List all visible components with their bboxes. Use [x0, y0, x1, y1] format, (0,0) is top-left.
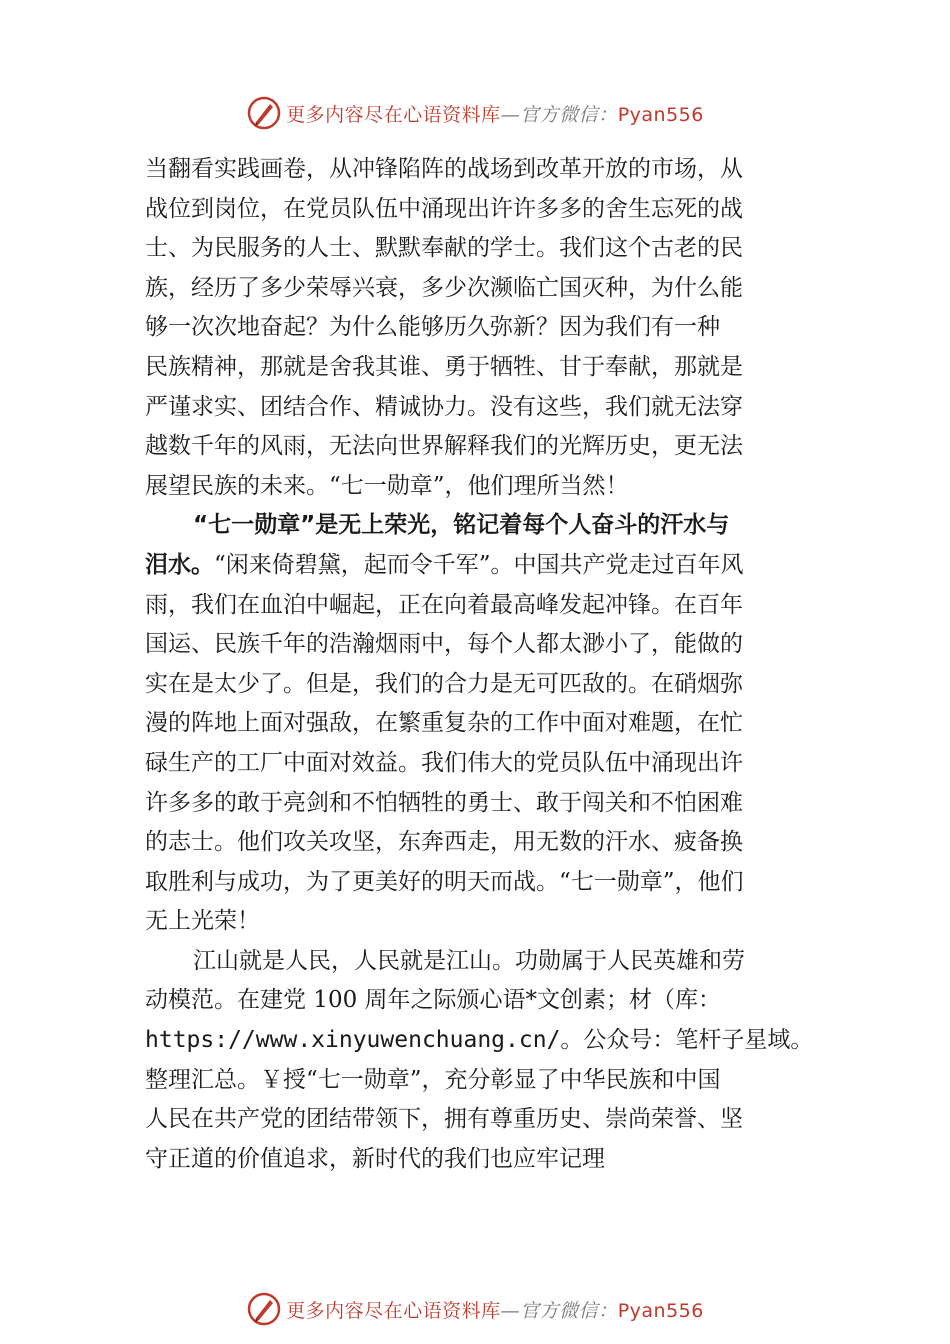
p2-text-line: 取胜利与成功，为了更美好的明天而战。“七一勋章”，他们	[145, 868, 744, 895]
footer-banner-text	[286, 1296, 704, 1323]
paragraph-3-line-1: 江山就是人民，人民就是江山。功勋属于人民英雄和劳	[193, 947, 745, 974]
p1-text-line: 越数千年的风雨，无法向世界解释我们的光辉历史，更无法	[145, 433, 743, 460]
p1-text-line: 族，经历了多少荣辱兴衰，多少次濒临亡国灭种，为什么能	[145, 274, 743, 301]
p2-text-line: 漫的阵地上面对强敌，在繁重复杂的工作中面对难题，在忙	[145, 710, 743, 737]
footer-wechat-id: Pyan556	[617, 1299, 704, 1322]
paragraph-2	[145, 506, 807, 942]
paragraph-2-heading-end: 泪水。	[145, 551, 214, 578]
pen-logo-icon	[246, 95, 282, 131]
footer-banner	[0, 1289, 950, 1329]
p2-text-line: 国运、民族千年的浩瀚烟雨中，每个人都太渺小了，能做的	[145, 631, 743, 658]
header-banner	[0, 93, 950, 133]
paragraph-3-line-2: 动模范。在建党 100 周年之际颁心语*文创素；材（库：	[145, 987, 722, 1014]
header-banner-text	[286, 100, 704, 127]
p3-text-line: 守正道的价值追求，新时代的我们也应牢记理	[145, 1145, 605, 1172]
footer-brand: 更多内容尽在心语资料库	[286, 1299, 501, 1322]
p1-text-line: 士、为民服务的人士、默默奉献的学士。我们这个古老的民	[145, 235, 743, 262]
paragraph-1	[145, 150, 807, 506]
p2-text-line: 碌生产的工厂中面对效益。我们伟大的党员队伍中涌现出许	[145, 749, 743, 776]
p2-text-line: 实在是太少了。但是，我们的合力是无可匹敌的。在硝烟弥	[145, 670, 743, 697]
paragraph-3-url-line	[145, 1021, 814, 1061]
paragraph-2-heading-line: “七一勋章”是无上荣光，铭记着每个人奋斗的汗水与	[193, 512, 730, 539]
header-brand: 更多内容尽在心语资料库	[286, 103, 501, 126]
p2-text-line: 的志士。他们攻关攻坚，东奔西走，用无数的汗水、疲备换	[145, 829, 743, 856]
p3-text-line: 整理汇总。￥授“七一勋章”，充分彰显了中华民族和中国	[145, 1066, 721, 1093]
header-wechat-id: Pyan556	[617, 103, 704, 126]
p1-text-line: 够一次次地奋起？为什么能够历久弥新？因为我们有一种	[145, 314, 720, 341]
p3-text-line: 人民在共产党的团结带领下，拥有尊重历史、崇尚荣誉、坚	[145, 1106, 743, 1133]
p1-text-line: 民族精神，那就是舍我其谁、勇于牺牲、甘于奉献，那就是	[145, 353, 743, 380]
p2-text-line: 无上光荣！	[145, 908, 260, 935]
paragraph-2-line-2-rest: “闲来倚碧黛，起而令千军”。中国共产党走过百年风	[214, 551, 744, 578]
p1-text-line: 战位到岗位，在党员队伍中涌现出许许多多的舍生忘死的战	[145, 195, 743, 222]
p1-text-line: 展望民族的未来。“七一勋章”，他们理所当然！	[145, 472, 629, 499]
p2-text-line: 雨，我们在血泊中崛起，正在向着最高峰发起冲锋。在百年	[145, 591, 743, 618]
header-label: —官方微信：	[500, 103, 618, 126]
p1-text-line: 当翻看实践画卷，从冲锋陷阵的战场到改革开放的市场，从	[145, 156, 743, 182]
paragraph-3	[145, 942, 814, 1180]
p2-text-line: 许多多的敢于亮剑和不怕牺牲的勇士、敢于闯关和不怕困难	[145, 789, 743, 816]
document-body	[145, 150, 814, 1179]
pen-logo-icon	[246, 1291, 282, 1327]
p1-text-line: 严谨求实、团结合作、精诚协力。没有这些，我们就无法穿	[145, 393, 743, 420]
website-url: https://www.xinyuwenchuang.cn/	[145, 1027, 561, 1054]
paragraph-3-url-rest: 。公众号：笔杆子星域。	[560, 1027, 814, 1054]
footer-label: —官方微信：	[500, 1299, 618, 1322]
paragraph-2-line-2	[145, 546, 807, 586]
